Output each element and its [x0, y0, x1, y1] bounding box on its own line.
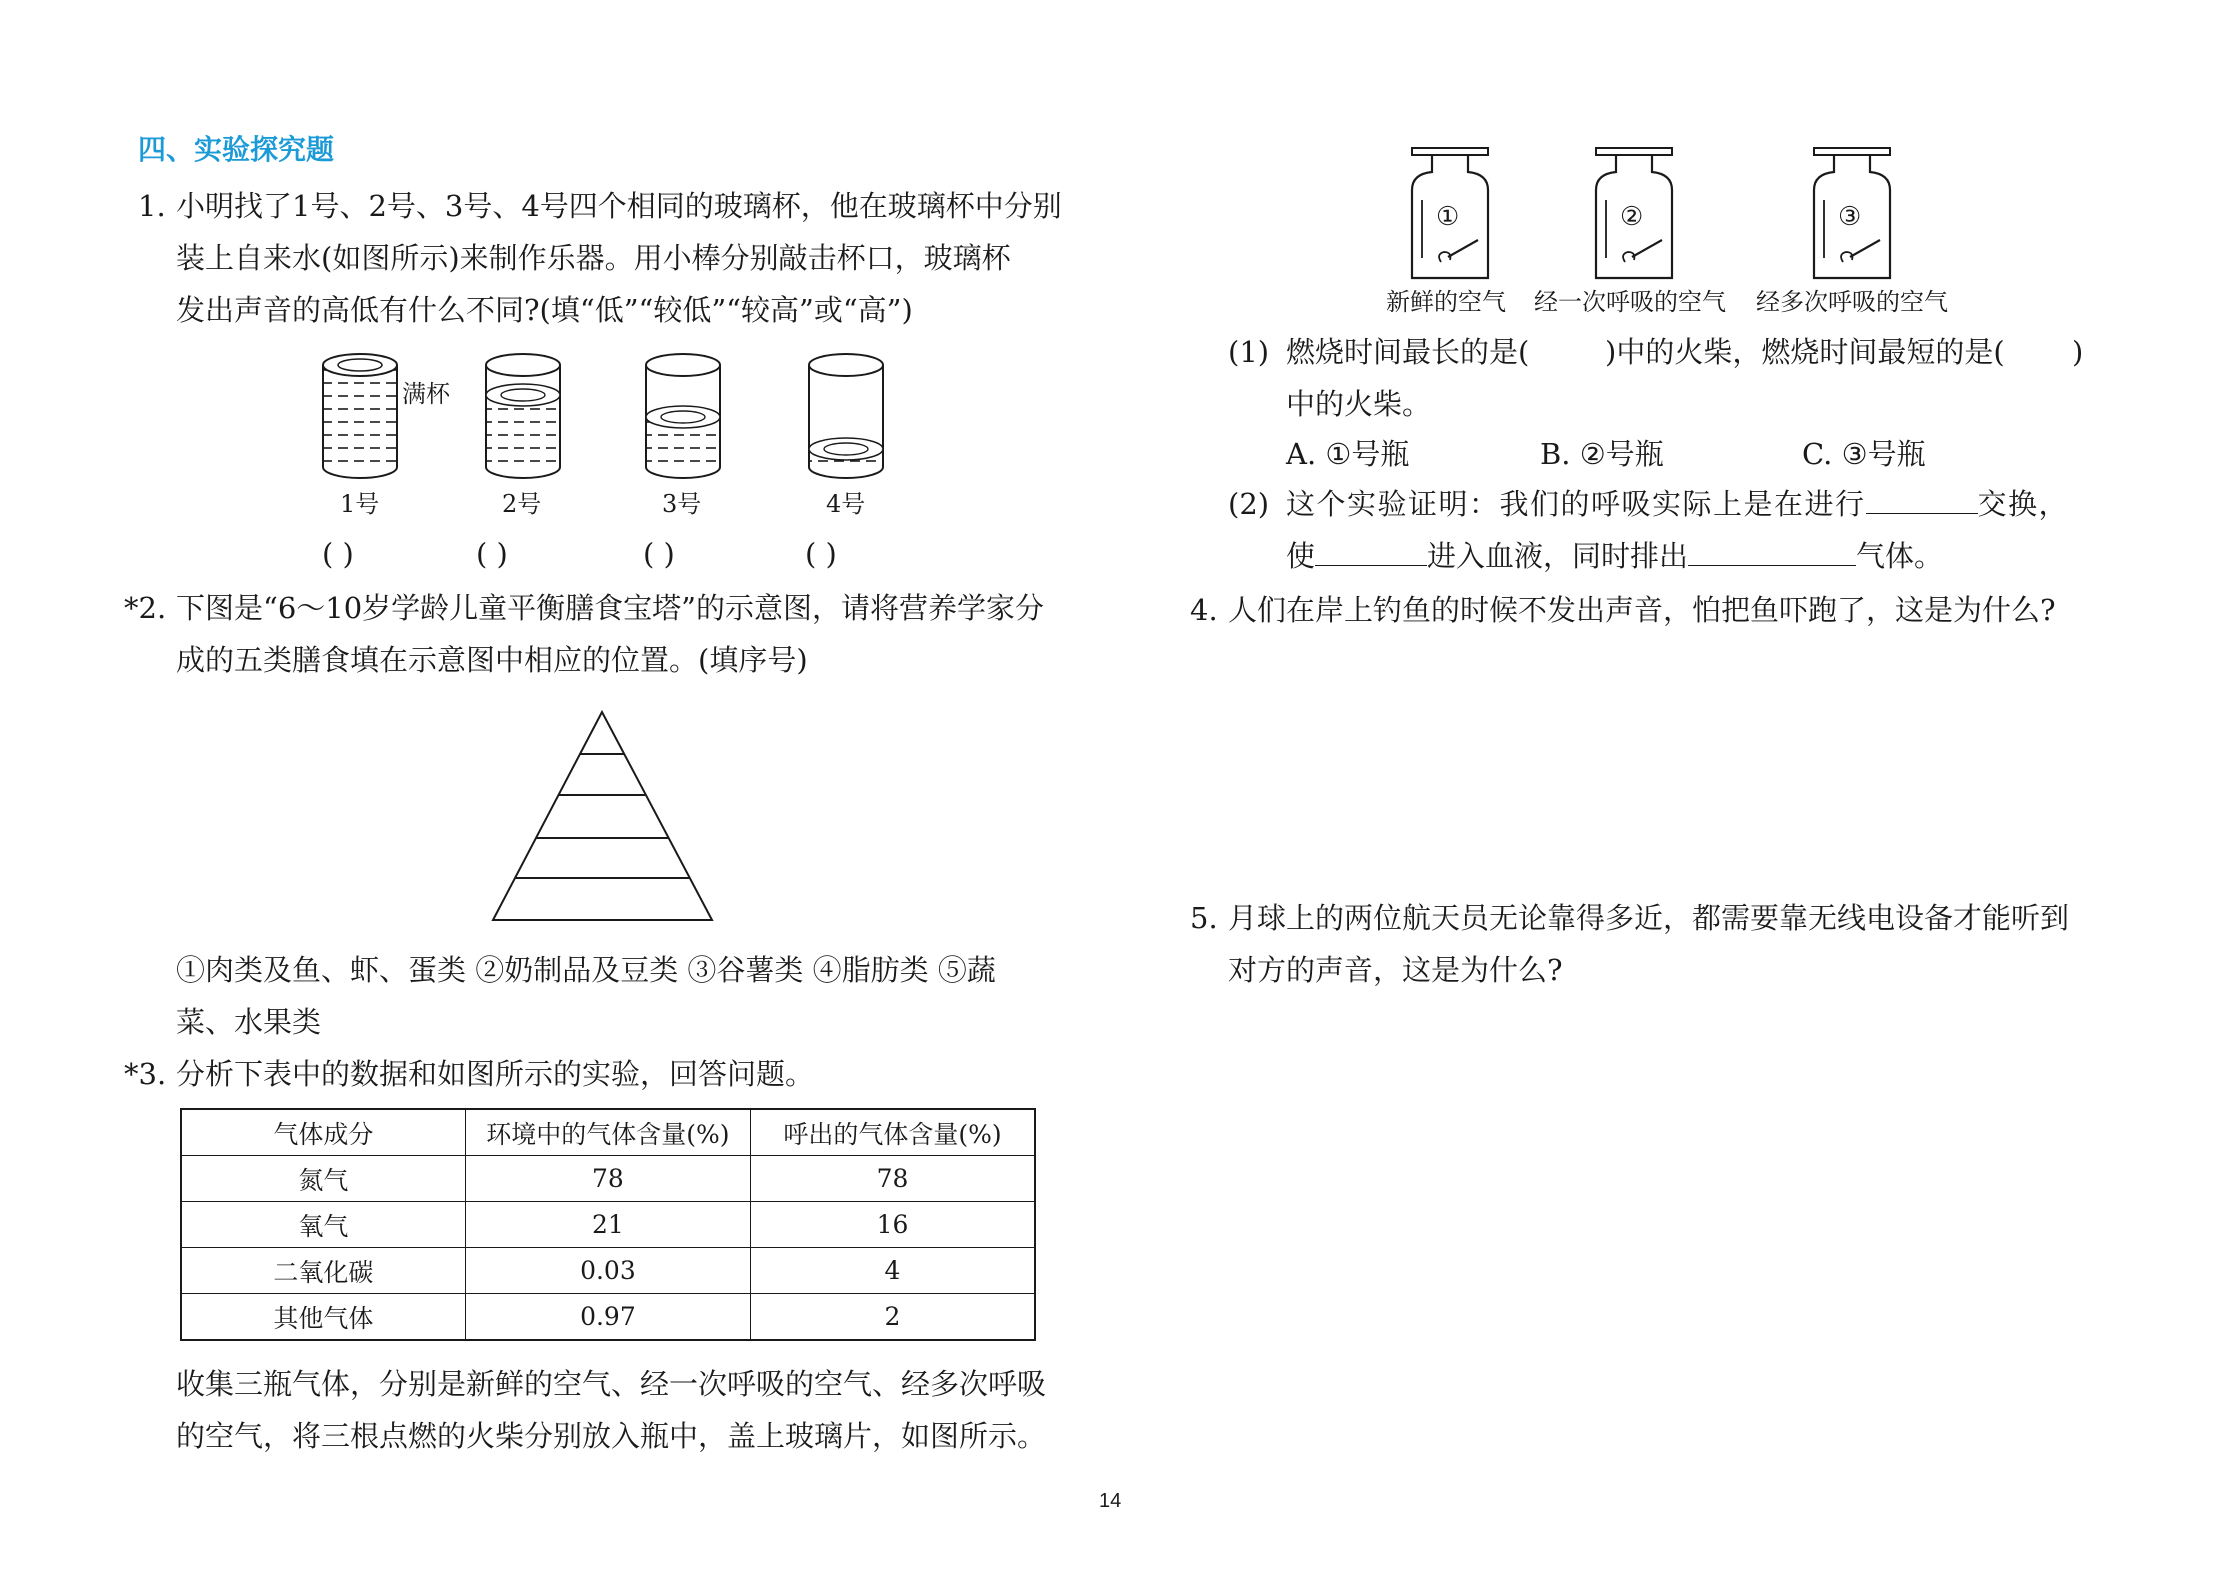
q3-sub1-option-c: C. ③号瓶	[1802, 437, 1926, 471]
cup-label-1: 1号	[340, 490, 380, 518]
cup-2	[486, 354, 560, 478]
answer-blank-4[interactable]: ( )	[805, 537, 837, 571]
bottle-caption-3: 经多次呼吸的空气	[1756, 288, 1948, 316]
q5-number: 5.	[1190, 901, 1218, 935]
q3-sub1-number: (1)	[1228, 335, 1270, 369]
q1-line-3: 发出声音的高低有什么不同?(填“低”“较低”“较高”或“高”)	[176, 293, 913, 327]
q3-after-line-1: 收集三瓶气体，分别是新鲜的空气、经一次呼吸的空气、经多次呼吸	[176, 1367, 1047, 1401]
q3-sub1-line1-a: 燃烧时间最长的是(	[1286, 335, 1530, 369]
cup-3	[646, 354, 720, 478]
table-cell: 其他气体	[181, 1294, 465, 1341]
q3-sub2-number: (2)	[1228, 487, 1270, 521]
table-header-cell: 环境中的气体含量(%)	[465, 1109, 750, 1156]
table-row	[181, 1156, 1035, 1202]
q4-text: 人们在岸上钓鱼的时候不发出声音，怕把鱼吓跑了，这是为什么?	[1228, 593, 2056, 627]
table-cell: 4	[750, 1248, 1035, 1294]
bottle-mark-2: ②	[1620, 202, 1644, 232]
q3-sub2-line2-a: 使	[1286, 539, 1316, 573]
q3-sub2-line2-c: 气体。	[1856, 539, 1944, 573]
q3-sub2-line1-a: 这个实验证明：我们的呼吸实际上是在进行	[1286, 487, 1866, 521]
q2-line-1: 下图是“6～10岁学龄儿童平衡膳食宝塔”的示意图，请将营养学家分	[176, 591, 1045, 625]
q3-sub1-line1-c: )	[2072, 335, 2084, 369]
fill-blank-enter-blood[interactable]	[1315, 531, 1427, 566]
table-header-cell: 呼出的气体含量(%)	[750, 1109, 1035, 1156]
bottle-mark-3: ③	[1838, 202, 1862, 232]
cup-4	[809, 354, 883, 478]
q3-sub2-line2-b: 进入血液，同时排出	[1427, 539, 1689, 573]
q2-options-line-1: ①肉类及鱼、虾、蛋类 ②奶制品及豆类 ③谷薯类 ④脂肪类 ⑤蔬	[176, 953, 996, 987]
q3-sub2-line2	[1286, 530, 1943, 582]
gas-content-table	[180, 1108, 1036, 1341]
cup-1	[323, 354, 397, 478]
table-cell: 2	[750, 1294, 1035, 1341]
q3-sub1-option-b: B. ②号瓶	[1540, 437, 1664, 471]
q3-sub2-line1	[1286, 478, 2069, 530]
table-cell: 78	[750, 1156, 1035, 1202]
table-row	[181, 1294, 1035, 1341]
table-header-cell: 气体成分	[181, 1109, 465, 1156]
full-cup-label: 满杯	[402, 380, 450, 408]
table-cell: 二氧化碳	[181, 1248, 465, 1294]
cup-label-4: 4号	[826, 490, 866, 518]
q3-sub1-option-a: A. ①号瓶	[1286, 437, 1410, 471]
q3-sub1-line2: 中的火柴。	[1286, 387, 1432, 421]
page-number: 14	[1099, 1490, 1122, 1512]
q5-line-1: 月球上的两位航天员无论靠得多近，都需要靠无线电设备才能听到	[1228, 901, 2070, 935]
q1-number: 1.	[138, 189, 166, 223]
q2-options-line-2: 菜、水果类	[176, 1005, 322, 1039]
cup-label-3: 3号	[662, 490, 702, 518]
table-cell: 0.97	[465, 1294, 750, 1341]
q2-line-2: 成的五类膳食填在示意图中相应的位置。(填序号)	[176, 643, 808, 677]
table-header-row	[181, 1109, 1035, 1156]
q3-number: *3.	[124, 1057, 167, 1091]
q1-line-1: 小明找了1号、2号、3号、4号四个相同的玻璃杯，他在玻璃杯中分别	[176, 189, 1062, 223]
q3-after-line-2: 的空气，将三根点燃的火柴分别放入瓶中，盖上玻璃片，如图所示。	[176, 1419, 1047, 1453]
q3-intro: 分析下表中的数据和如图所示的实验，回答问题。	[176, 1057, 815, 1091]
cup-label-2: 2号	[502, 490, 542, 518]
fill-blank-exhaled-gas[interactable]	[1688, 531, 1856, 566]
table-row	[181, 1248, 1035, 1294]
table-cell: 78	[465, 1156, 750, 1202]
answer-blank-3[interactable]: ( )	[643, 537, 675, 571]
food-pyramid	[493, 712, 712, 920]
bottle-caption-1: 新鲜的空气	[1386, 288, 1506, 316]
table-cell: 0.03	[465, 1248, 750, 1294]
q2-number: *2.	[124, 591, 167, 625]
q3-sub1-line1-b: )中的火柴，燃烧时间最短的是(	[1605, 335, 2005, 369]
q3-sub2-line1-b: 交换，	[1977, 487, 2070, 521]
q4-number: 4.	[1190, 593, 1218, 627]
q5-line-2: 对方的声音，这是为什么?	[1228, 953, 1563, 987]
table-cell: 氧气	[181, 1202, 465, 1248]
fill-blank-exchange[interactable]	[1866, 479, 1978, 514]
section-title: 四、实验探究题	[138, 133, 335, 166]
table-cell: 16	[750, 1202, 1035, 1248]
answer-blank-1[interactable]: ( )	[322, 537, 354, 571]
q1-line-2: 装上自来水(如图所示)来制作乐器。用小棒分别敲击杯口，玻璃杯	[176, 241, 1011, 275]
table-cell: 21	[465, 1202, 750, 1248]
table-row	[181, 1202, 1035, 1248]
bottle-caption-2: 经一次呼吸的空气	[1534, 288, 1726, 316]
answer-blank-2[interactable]: ( )	[476, 537, 508, 571]
bottle-mark-1: ①	[1436, 202, 1460, 232]
table-cell: 氮气	[181, 1156, 465, 1202]
